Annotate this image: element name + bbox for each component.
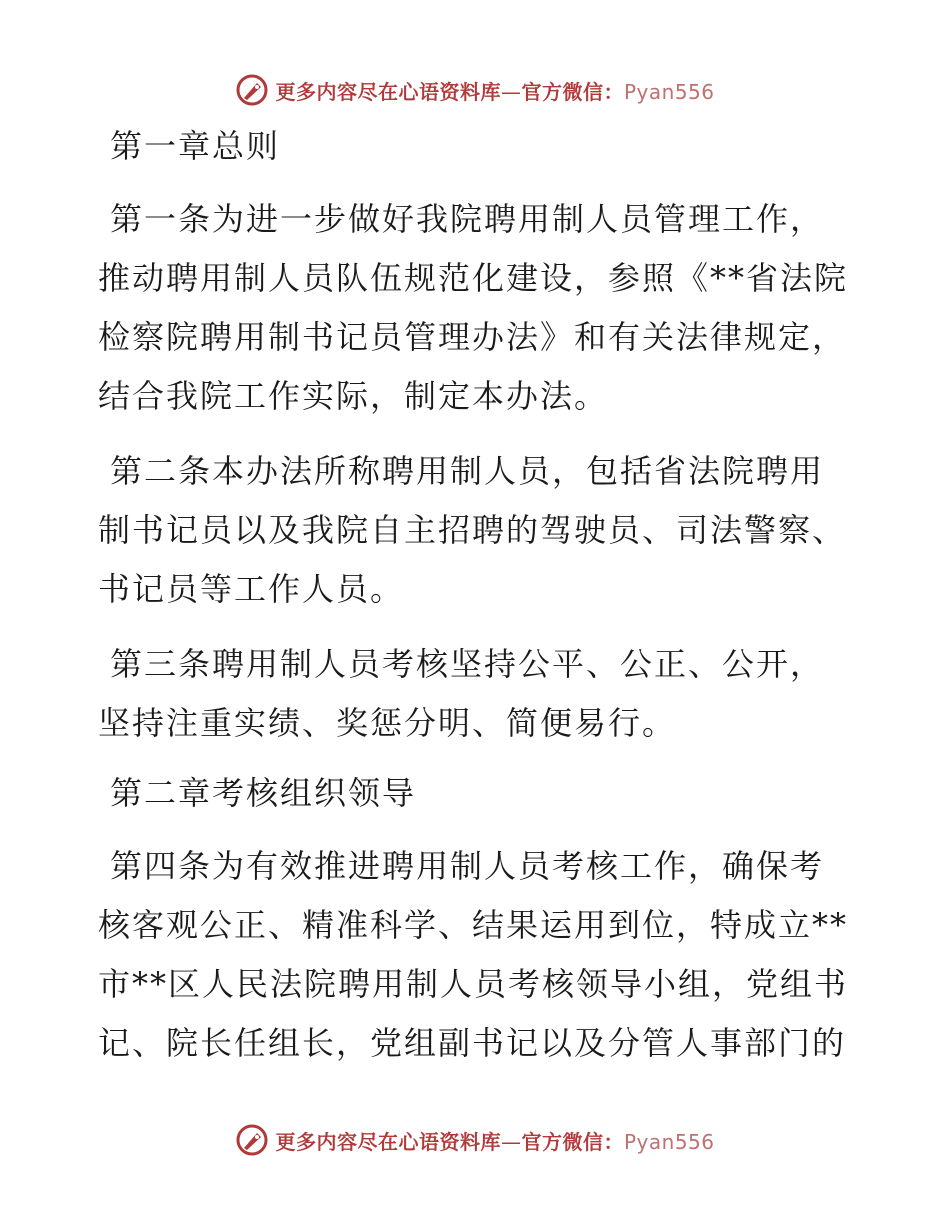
watermark-wechat-id: Pyan556 — [623, 1129, 715, 1154]
article-4-line: 第四条为有效推进聘用制人员考核工作，确保考 — [110, 847, 825, 885]
watermark-separator: — — [500, 1129, 522, 1154]
watermark-wechat-label: 官方微信： — [521, 1129, 624, 1154]
article-4-line: 核客观公正、精准科学、结果运用到位，特成立** — [98, 906, 849, 944]
article-1-line: 推动聘用制人员队伍规范化建设，参照《**省法院 — [98, 259, 849, 297]
article-1 — [98, 190, 858, 426]
article-1-line: 第一条为进一步做好我院聘用制人员管理工作， — [110, 200, 825, 238]
chapter-2-heading: 第二章考核组织领导 — [110, 774, 417, 812]
watermark-top — [0, 70, 950, 110]
pen-nib-logo-icon — [235, 73, 269, 107]
watermark-main: 更多内容尽在心语资料库 — [275, 79, 501, 104]
watermark-bottom — [0, 1120, 950, 1160]
document-body — [98, 122, 858, 1089]
article-3-line: 坚持注重实绩、奖惩分明、简便易行。 — [98, 704, 677, 742]
article-2 — [98, 442, 858, 619]
article-4-line: 市**区人民法院聘用制人员考核领导小组，党组书 — [98, 965, 849, 1003]
article-3-line: 第三条聘用制人员考核坚持公平、公正、公开， — [110, 645, 825, 683]
watermark-wechat-id: Pyan556 — [623, 79, 715, 104]
watermark-text — [275, 76, 714, 105]
article-2-line: 书记员等工作人员。 — [98, 570, 405, 608]
article-2-line: 制书记员以及我院自主招聘的驾驶员、司法警察、 — [98, 511, 847, 549]
pen-nib-logo-icon — [235, 1123, 269, 1157]
chapter-1-heading: 第一章总则 — [110, 127, 281, 165]
watermark-separator: — — [500, 79, 522, 104]
article-4 — [98, 837, 858, 1073]
article-1-line: 结合我院工作实际，制定本办法。 — [98, 377, 609, 415]
watermark-wechat-label: 官方微信： — [521, 79, 624, 104]
watermark-text — [275, 1126, 714, 1155]
article-4-line: 记、院长任组长，党组副书记以及分管人事部门的 — [98, 1024, 847, 1062]
watermark-main: 更多内容尽在心语资料库 — [275, 1129, 501, 1154]
article-2-line: 第二条本办法所称聘用制人员，包括省法院聘用 — [110, 452, 825, 490]
article-3 — [98, 635, 858, 753]
article-1-line: 检察院聘用制书记员管理办法》和有关法律规定， — [98, 318, 847, 356]
